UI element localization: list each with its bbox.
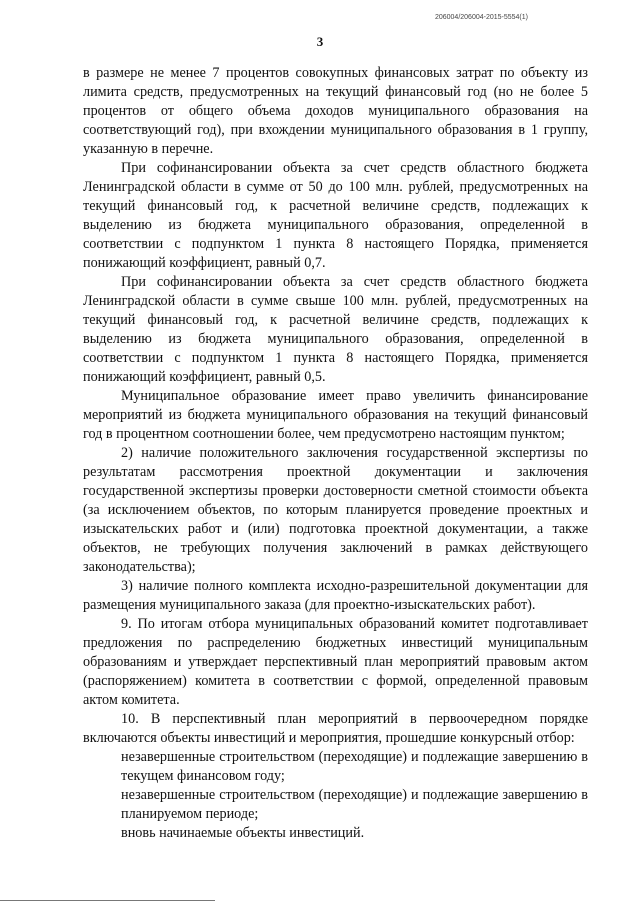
paragraph: Муниципальное образование имеет право увеличить финансирование мероприятий из бюджета муниципального образования на текущий финансовый год в процентном соотношении более, чем предусмотрено настоящим пунктом; bbox=[83, 388, 588, 442]
document-body bbox=[83, 64, 588, 843]
paragraph-section-10: 10. В перспективный план мероприятий в первоочередном порядке включаются объекты инвестиций и мероприятия, прошедшие конкурсный отбор: bbox=[83, 711, 588, 746]
paragraph-item-3: 3) наличие полного комплекта исходно-разрешительной документации для размещения муниципального заказа (для проектно-изыскательских работ). bbox=[83, 578, 588, 613]
list-item: вновь начинаемые объекты инвестиций. bbox=[121, 825, 365, 841]
paragraph-continuation: в размере не менее 7 процентов совокупных финансовых затрат по объекту из лимита средств, предусмотренных на текущий финансовый год (но не более 5 процентов от общего объема доходов муниципального образования на соответствующий год), при вхождении муниципального образования в 1 группу, указанную в перечне. bbox=[83, 65, 588, 157]
footnote-divider bbox=[0, 900, 215, 901]
list-item: незавершенные строительством (переходящие) и подлежащие завершению в планируемом периоде; bbox=[121, 787, 588, 822]
paragraph-section-9: 9. По итогам отбора муниципальных образований комитет подготавливает предложения по распределению бюджетных инвестиций муниципальным образованиям и утверждает перспективный план мероприятий правовым актом (распоряжением) комитета в соответствии с формой, определенной правовым актом комитета. bbox=[83, 616, 588, 708]
page-number: 3 bbox=[316, 34, 324, 49]
document-number: 206004/206004-2015-5554(1) bbox=[434, 14, 528, 21]
paragraph-item-2: 2) наличие положительного заключения государственной экспертизы по результатам рассмотрения проектной документации и заключения государственной экспертизы проверки достоверности сметной стоимости объекта (за исключением объектов, по которым планируется проведение проектных и изыскательских работ и (или) подготовка проектной документации, а также объектов, не требующих получения заключений в рамках действующего законодательства); bbox=[83, 445, 588, 575]
paragraph: При софинансировании объекта за счет средств областного бюджета Ленинградской области в сумме свыше 100 млн. рублей, предусмотренных на текущий финансовый год, к расчетной величине средств, подлежащих к выделению из бюджета муниципального образования, определенной в соответствии с подпунктом 1 пункта 8 настоящего Порядка, применяется понижающий коэффициент, равный 0,5. bbox=[83, 274, 588, 385]
list-item: незавершенные строительством (переходящие) и подлежащие завершению в текущем финансовом году; bbox=[121, 749, 588, 784]
paragraph: При софинансировании объекта за счет средств областного бюджета Ленинградской области в сумме от 50 до 100 млн. рублей, предусмотренных на текущий финансовый год, к расчетной величине средств, подлежащих к выделению из бюджета муниципального образования, определенной в соответствии с подпунктом 1 пункта 8 настоящего Порядка, применяется понижающий коэффициент, равный 0,7. bbox=[83, 160, 588, 271]
